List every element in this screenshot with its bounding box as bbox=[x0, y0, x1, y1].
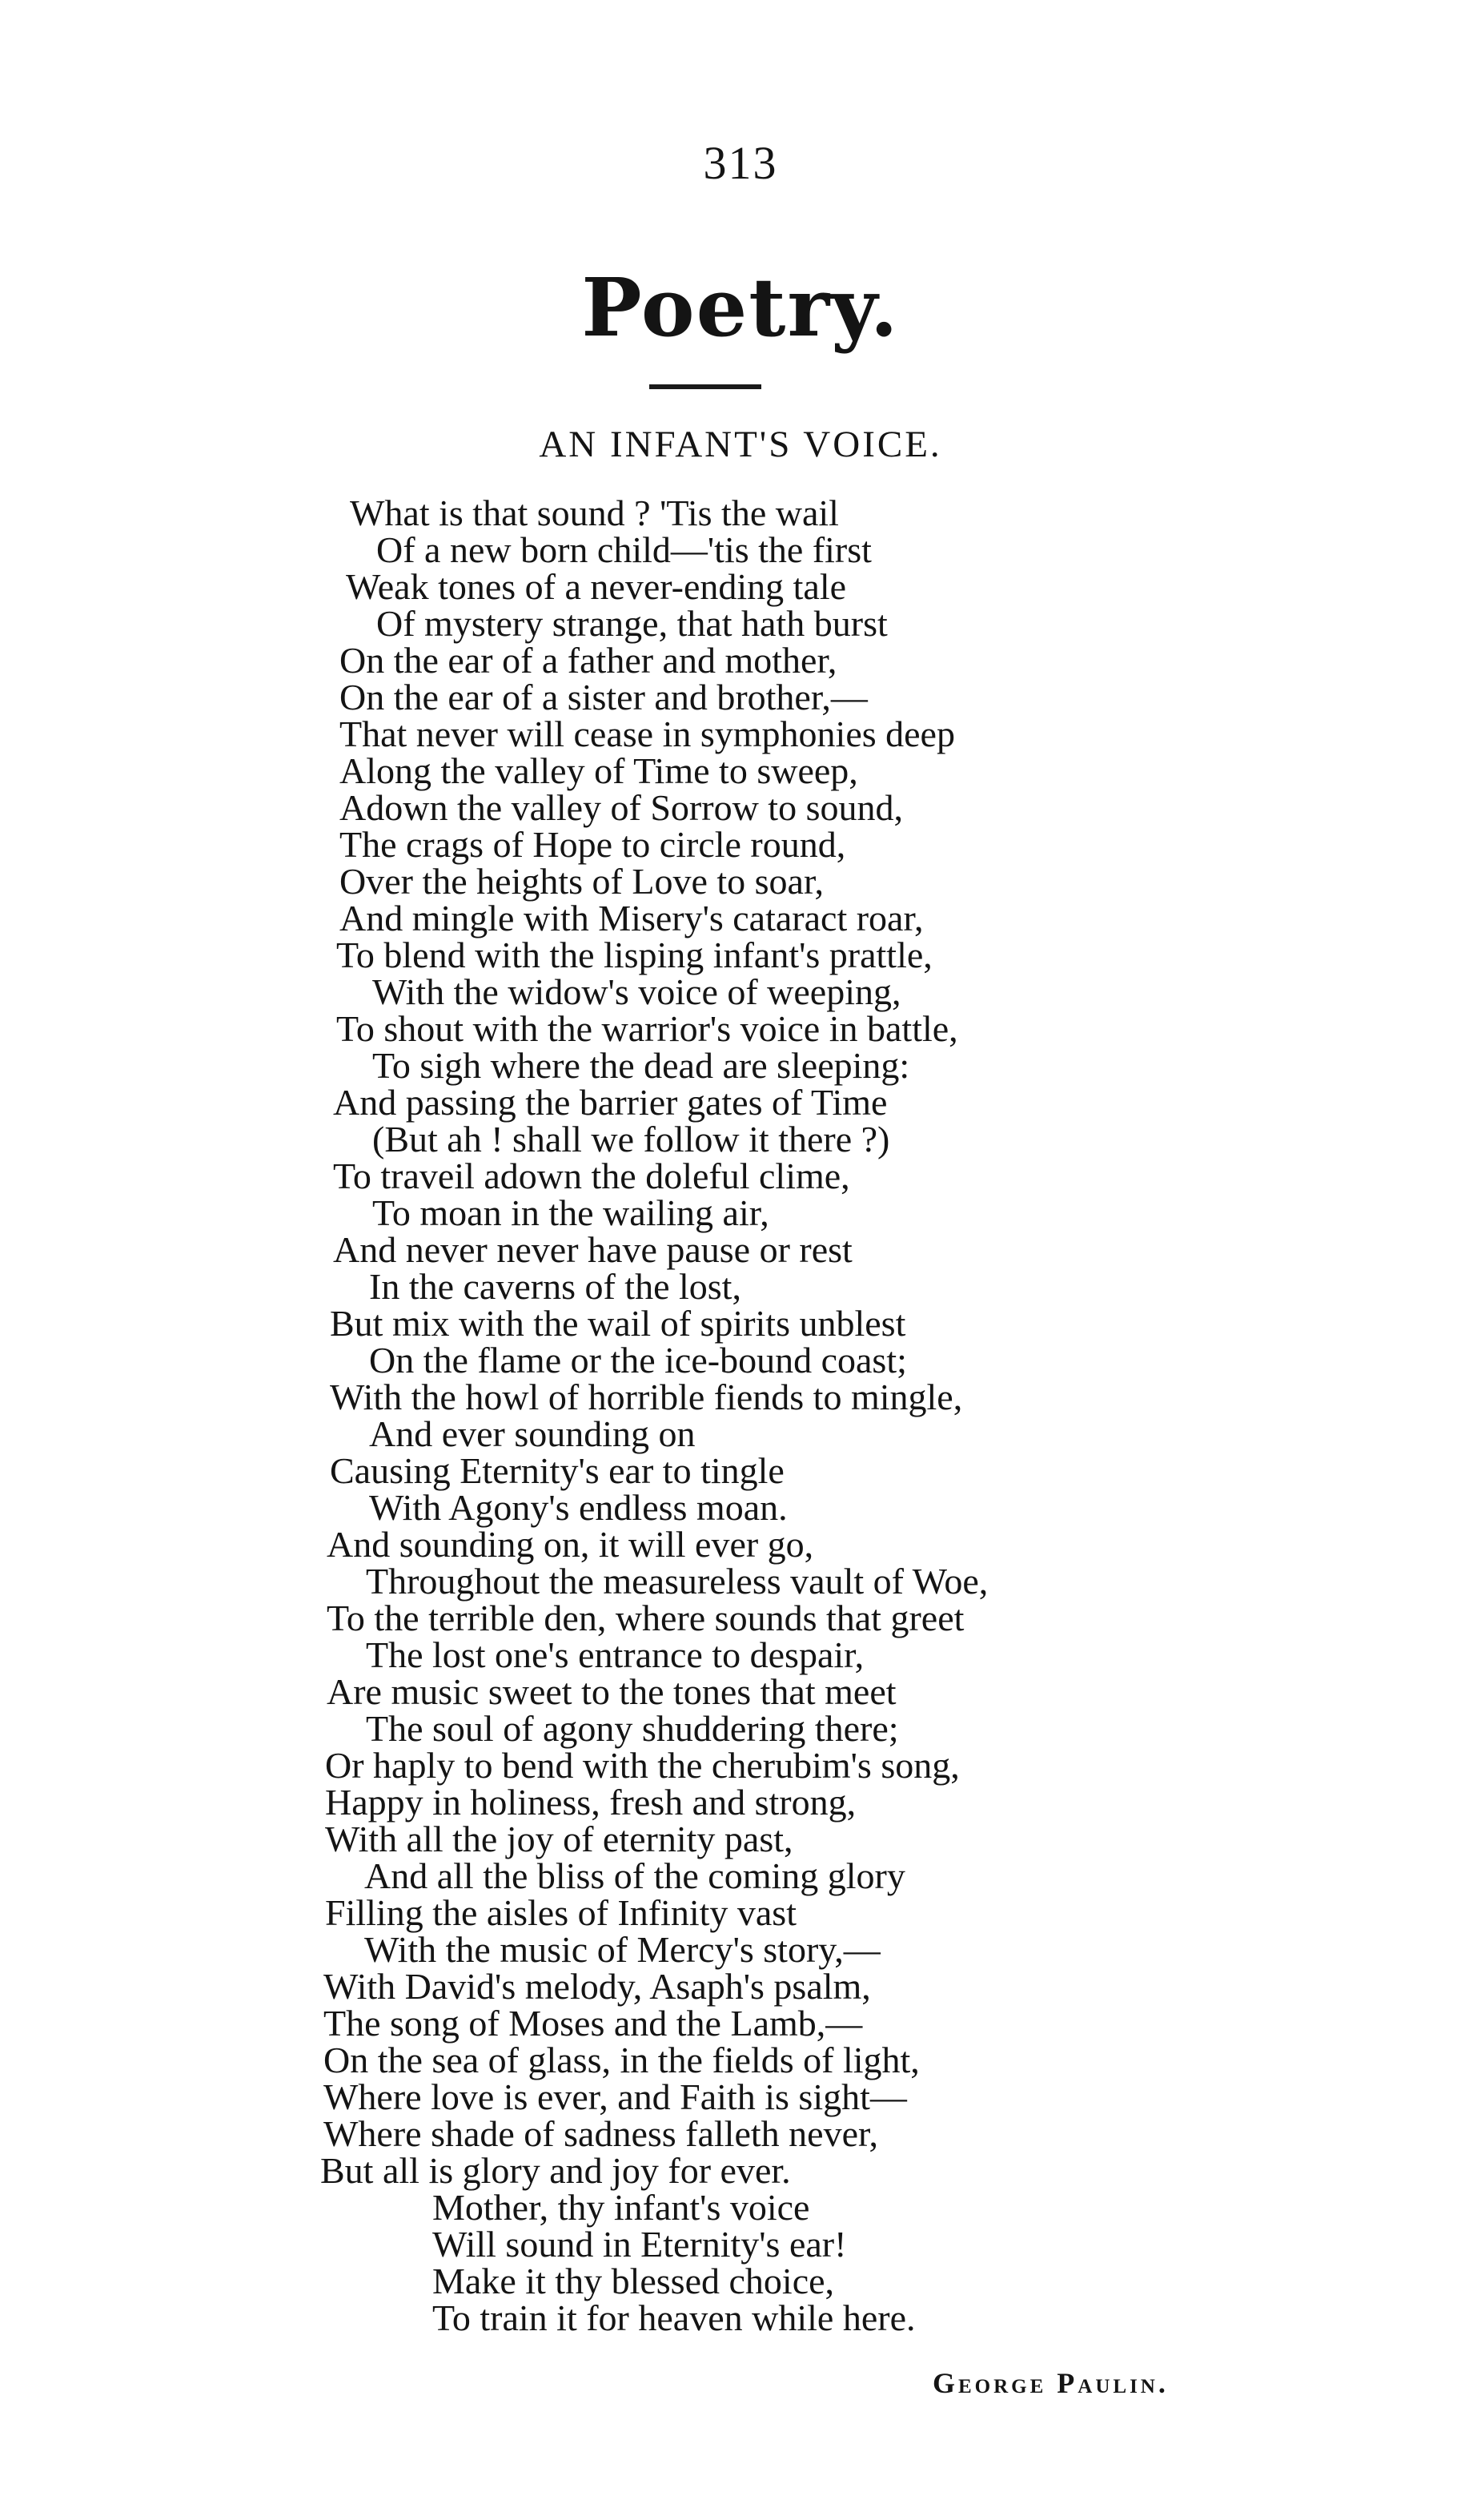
poem-line: And all the bliss of the coming glory bbox=[364, 1855, 905, 1896]
poem-line: Or haply to bend with the cherubim's song, bbox=[325, 1745, 960, 1786]
poem-line: Adown the valley of Sorrow to sound, bbox=[339, 787, 903, 828]
page-number: 313 bbox=[703, 137, 778, 189]
poem-line: The soul of agony shuddering there; bbox=[366, 1708, 899, 1749]
poem-line: Filling the aisles of Infinity vast bbox=[325, 1892, 797, 1933]
poem-line: To the terrible den, where sounds that greet bbox=[327, 1598, 965, 1638]
poem-line: But mix with the wail of spirits unblest bbox=[330, 1303, 906, 1344]
poem-line: Mother, thy infant's voice bbox=[432, 2187, 810, 2228]
poem-line: With the howl of horrible fiends to mingle, bbox=[330, 1377, 963, 1417]
poem-line: With all the joy of eternity past, bbox=[325, 1819, 793, 1859]
poem-line: To shout with the warrior's voice in battle, bbox=[336, 1008, 958, 1049]
poem-line: And mingle with Misery's cataract roar, bbox=[339, 898, 924, 938]
poem-line: Weak tones of a never-ending tale bbox=[346, 566, 847, 607]
author-signature: George Paulin. bbox=[933, 2367, 1169, 2399]
poem-line: But all is glory and joy for ever. bbox=[320, 2150, 791, 2191]
poem-line: Will sound in Eternity's ear! bbox=[432, 2224, 847, 2265]
poem-title: AN INFANT'S VOICE. bbox=[539, 424, 942, 465]
poem-line: To blend with the lisping infant's prattle, bbox=[336, 934, 933, 975]
poem-line: Along the valley of Time to sweep, bbox=[339, 750, 858, 791]
poem-line: In the caverns of the lost, bbox=[369, 1266, 741, 1307]
poem-line: Over the heights of Love to soar, bbox=[339, 861, 824, 902]
poem-line: And passing the barrier gates of Time bbox=[333, 1082, 888, 1123]
poem-line: Are music sweet to the tones that meet bbox=[327, 1671, 897, 1712]
poem-line: On the ear of a father and mother, bbox=[339, 640, 837, 681]
poem-line: What is that sound ? 'Tis the wail bbox=[350, 492, 839, 533]
poem-line: On the sea of glass, in the fields of light, bbox=[323, 2040, 920, 2080]
poem-line: To traveil adown the doleful clime, bbox=[333, 1156, 850, 1196]
poem-line: Happy in holiness, fresh and strong, bbox=[325, 1782, 857, 1823]
poem-line: To train it for heaven while here. bbox=[432, 2297, 916, 2338]
poem-line: To sigh where the dead are sleeping: bbox=[372, 1045, 910, 1086]
poem-line: The lost one's entrance to despair, bbox=[366, 1634, 865, 1675]
poem-line: On the flame or the ice-bound coast; bbox=[369, 1340, 907, 1381]
poem-line: And never never have pause or rest bbox=[333, 1229, 853, 1270]
poem-line: (But ah ! shall we follow it there ?) bbox=[372, 1119, 890, 1160]
poem-line: The crags of Hope to circle round, bbox=[339, 824, 846, 865]
poem-line: And sounding on, it will ever go, bbox=[327, 1524, 814, 1565]
poem-line: With the music of Mercy's story,— bbox=[364, 1929, 881, 1970]
poem-line: And ever sounding on bbox=[369, 1413, 696, 1454]
poem-line: Make it thy blessed choice, bbox=[432, 2261, 835, 2301]
poem-line: That never will cease in symphonies deep bbox=[339, 713, 955, 754]
poem-line: Throughout the measureless vault of Woe, bbox=[366, 1561, 989, 1602]
poem-line: The song of Moses and the Lamb,— bbox=[323, 2003, 863, 2044]
poem-line: With Agony's endless moan. bbox=[369, 1487, 788, 1528]
poem-line: With David's melody, Asaph's psalm, bbox=[323, 1966, 871, 2007]
poem-line: Causing Eternity's ear to tingle bbox=[330, 1450, 785, 1491]
section-title: Poetry. bbox=[581, 260, 900, 355]
poem-line: Of mystery strange, that hath burst bbox=[376, 603, 888, 644]
poem-line: On the ear of a sister and brother,— bbox=[339, 677, 868, 717]
poem-line: To moan in the wailing air, bbox=[372, 1192, 769, 1233]
poem-line: Of a new born child—'tis the first bbox=[376, 529, 872, 570]
divider-rule bbox=[649, 384, 761, 389]
poem-line: Where shade of sadness falleth never, bbox=[323, 2113, 878, 2154]
poem-line: With the widow's voice of weeping, bbox=[372, 971, 901, 1012]
poem-line: Where love is ever, and Faith is sight— bbox=[323, 2076, 907, 2117]
